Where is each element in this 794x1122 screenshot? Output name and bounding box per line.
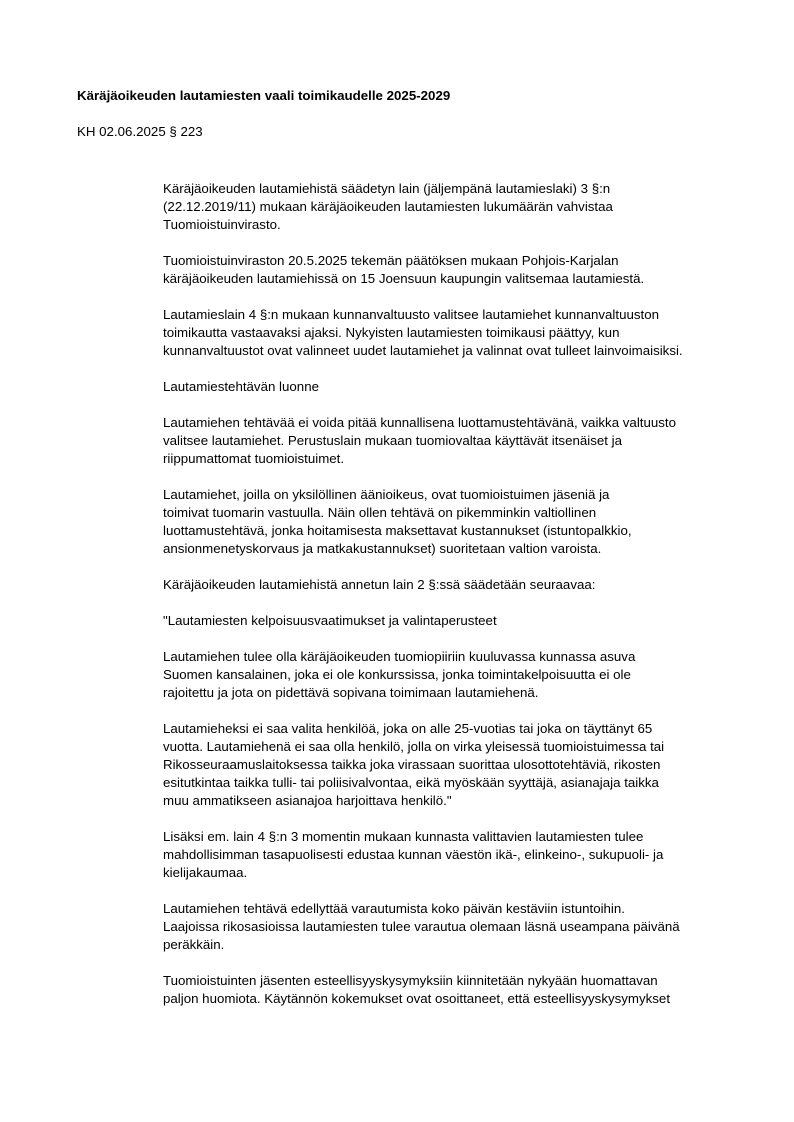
document-body [163, 180, 763, 1026]
text-line: valitsee lautamiehet. Perustuslain mukaan tuomiovaltaa käyttävät itsenäiset ja [163, 433, 622, 448]
paragraph-representation [163, 828, 763, 882]
text-line: ansionmenetyskorvaus ja matkakustannukset) suoritetaan valtion varoista. [163, 541, 602, 556]
text-line: toimikautta vastaavaksi ajaksi. Nykyisten lautamiesten toimikausi päättyy, kun [163, 325, 620, 340]
text-line: Suomen kansalainen, joka ei ole konkurssissa, jonka toimintakelpoisuutta ei ole [163, 667, 631, 682]
text-line: luottamustehtävä, jonka hoitamisesta maksettavat kustannukset (istuntopalkkio, [163, 523, 632, 538]
text-line: esitutkintaa taikka tulli- tai poliisivalvontaa, eikä myöskään syyttäjä, asianajaja taikka [163, 775, 659, 790]
text-line: Rikosseuraamuslaitoksessa taikka joka virassaan suorittaa ulosottotehtäviä, rikosten [163, 757, 661, 772]
text-line: Lisäksi em. lain 4 §:n 3 momentin mukaan kunnasta valittavien lautamiesten tulee [163, 829, 644, 844]
text-line: Lautamiehen tehtävää ei voida pitää kunnallisena luottamustehtävänä, vaikka valtuusto [163, 415, 677, 430]
text-line: Lautamiestehtävän luonne [163, 379, 319, 394]
text-line: rajoitettu ja jota on pidettävä sopivana toimimaan lautamiehenä. [163, 685, 539, 700]
text-line: Tuomioistuinten jäsenten esteellisyyskysymyksiin kiinnitetään nykyään huomattavan [163, 973, 658, 988]
paragraph-nature [163, 414, 763, 468]
text-line: vuotta. Lautamiehenä ei saa olla henkilö, jolla on virka yleisessä tuomioistuimessa tai [163, 739, 665, 754]
text-line: Lautamiehen tulee olla käräjäoikeuden tuomiopiiriin kuuluvassa kunnassa asuva [163, 649, 636, 664]
paragraph-term [163, 306, 763, 360]
text-line: "Lautamiesten kelpoisuusvaatimukset ja valintaperusteet [163, 613, 497, 628]
document-title: Käräjäoikeuden lautamiesten vaali toimikaudelle 2025-2029 [77, 88, 451, 103]
meeting-reference: KH 02.06.2025 § 223 [77, 124, 203, 139]
text-line: Laajoissa rikosasioissa lautamiesten tulee varautua olemaan läsnä useampana päivänä [163, 919, 680, 934]
text-line: peräkkäin. [163, 937, 225, 952]
text-line: (22.12.2019/11) mukaan käräjäoikeuden lautamiesten lukumäärän vahvistaa [163, 199, 613, 214]
paragraph-members [163, 486, 763, 558]
paragraph-sessions [163, 900, 763, 954]
text-line: paljon huomiota. Käytännön kokemukset ovat osoittaneet, että esteellisyyskysymykset [163, 991, 671, 1006]
text-line: mahdollisimman tasapuolisesti edustaa kunnan väestön ikä-, elinkeino-, sukupuoli- ja [163, 847, 664, 862]
text-line: käräjäoikeuden lautamiehissä on 15 Joensuun kaupungin valitsemaa lautamiestä. [163, 271, 645, 286]
text-line: Tuomioistuinviraston 20.5.2025 tekemän päätöksen mukaan Pohjois-Karjalan [163, 253, 619, 268]
paragraph-decision [163, 252, 763, 288]
text-line: Käräjäoikeuden lautamiehistä annetun lain 2 §:ssä säädetään seuraavaa: [163, 577, 596, 592]
text-line: Lautamiehet, joilla on yksilöllinen äänioikeus, ovat tuomioistuimen jäseniä ja [163, 487, 610, 502]
paragraph-law-intro [163, 576, 763, 594]
text-line: Käräjäoikeuden lautamiehistä säädetyn lain (jäljempänä lautamieslaki) 3 §:n [163, 181, 611, 196]
text-line: riippumattomat tuomioistuimet. [163, 451, 345, 466]
text-line: Lautamiehen tehtävä edellyttää varautumista koko päivän kestäviin istuntoihin. [163, 901, 625, 916]
text-line: Tuomioistuinvirasto. [163, 217, 281, 232]
text-line: Lautamieslain 4 §:n mukaan kunnanvaltuusto valitsee lautamiehet kunnanvaltuuston [163, 307, 660, 322]
text-line: muu ammatikseen asianajoa harjoittava henkilö." [163, 793, 452, 808]
paragraph-eligibility [163, 648, 763, 702]
quote-heading [163, 612, 763, 630]
paragraph-legal-basis [163, 180, 763, 234]
text-line: toimivat tuomarin vastuulla. Näin ollen tehtävä on pikemminkin valtiollinen [163, 505, 597, 520]
text-line: kunnanvaltuustot ovat valinneet uudet lautamiehet ja valinnat ovat tulleet lainvoimaisiksi. [163, 343, 683, 358]
paragraph-disqualification [163, 972, 763, 1008]
section-heading [163, 378, 763, 396]
paragraph-restrictions [163, 720, 763, 810]
text-line: Lautamieheksi ei saa valita henkilöä, joka on alle 25-vuotias tai joka on täyttänyt 65 [163, 721, 653, 736]
text-line: kielijakaumaa. [163, 865, 248, 880]
